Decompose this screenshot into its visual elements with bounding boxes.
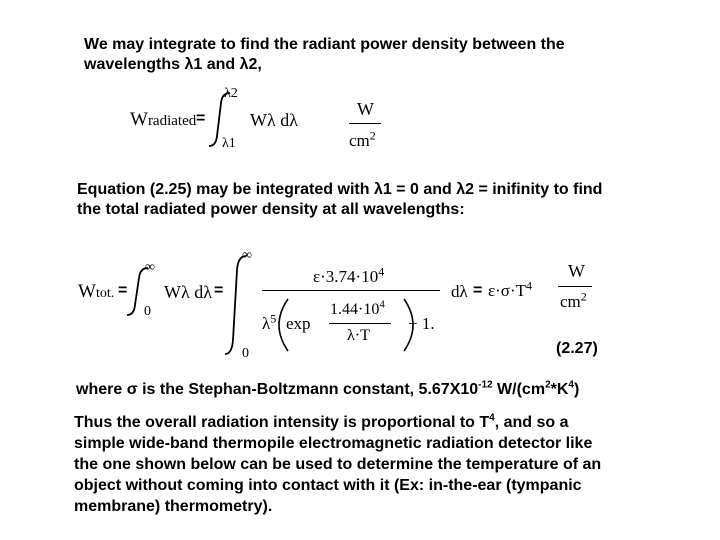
eq2-result: $\varepsilon\cdot\sigma\cdot T^4$	[488, 278, 533, 300]
eq2-number-label: (2.27)	[556, 340, 598, 357]
eq2-unit-fraction-bar	[558, 286, 592, 287]
eq2-unit-numerator: W	[568, 261, 585, 281]
eq2-inner-fraction-bar	[329, 323, 391, 324]
eq1-lower-limit: λ1	[222, 136, 236, 151]
eq2-den-lambda: $\lambda^5$	[262, 311, 277, 333]
conclusion-line-2: simple wide-band thermopile electromagnetic radiation detector like	[74, 435, 593, 452]
eq2-numerator: $\varepsilon\cdot 3.74\cdot 10^4$	[313, 264, 385, 286]
eq2-unit-denominator: $cm^2$	[560, 289, 587, 311]
eq2-lower-limit-2: 0	[242, 346, 249, 361]
eq1-equals: =	[196, 110, 206, 127]
sigma-value: $5.67X10^{-12}$ $W/(cm^2*K^4)$	[418, 379, 580, 398]
eq2-upper-limit-1: ∞	[145, 260, 155, 275]
eq1-integrand: Wλ dλ	[250, 110, 298, 130]
conclusion-line-4: object without coming into contact with it (Ex: in-the-ear (tympanic	[74, 477, 582, 494]
conclusion-line-1: Thus the overall radiation intensity is proportional to $T^4$, and so a	[74, 412, 569, 431]
eq2-equals-1: =	[118, 282, 128, 299]
conclusion-line-5: membrane) thermometry).	[74, 498, 273, 515]
eq2-lhs: Wtot.	[78, 281, 115, 302]
eq2-dlambda: dλ	[451, 282, 468, 301]
eq2-integrand-1: Wλ dλ	[164, 282, 212, 302]
eq2-den-dot: ·	[277, 317, 281, 328]
eq2-equals-3: =	[473, 282, 483, 299]
eq1-lhs: Wradiated	[130, 109, 197, 130]
para2-line-2: the total radiated power density at all wavelengths:	[77, 201, 465, 218]
eq2-lower-limit-1: 0	[144, 304, 151, 319]
eq2-equals-2: =	[214, 282, 224, 299]
sigma-line	[76, 380, 579, 400]
eq2-inner-numerator: $1.44\cdot 10^4$	[330, 298, 385, 318]
eq2-minus-one: − 1.	[408, 314, 435, 333]
para2-line-1: Equation (2.25) may be integrated with λ1 = 0 and λ2 = inifinity to find	[77, 181, 603, 198]
conclusion-line-3: the one shown below can be used to determine the temperature of an	[74, 456, 602, 473]
eq1-upper-limit: λ2	[224, 86, 238, 101]
intro-line-2: wavelengths λ1 and λ2,	[84, 56, 262, 73]
eq2-main-fraction-bar	[262, 290, 440, 291]
eq1-unit-denominator: $cm^2$	[349, 128, 376, 150]
eq2-inner-denominator: λ·T	[347, 327, 370, 344]
sigma-text: where σ is the Stephan-Boltzmann constant,	[76, 381, 415, 398]
intro-line-1: We may integrate to find the radiant power density between the	[84, 36, 565, 53]
eq2-exp-word: exp	[286, 314, 311, 333]
eq1-unit-numerator: W	[357, 99, 374, 119]
eq2-upper-limit-2: ∞	[242, 248, 252, 263]
